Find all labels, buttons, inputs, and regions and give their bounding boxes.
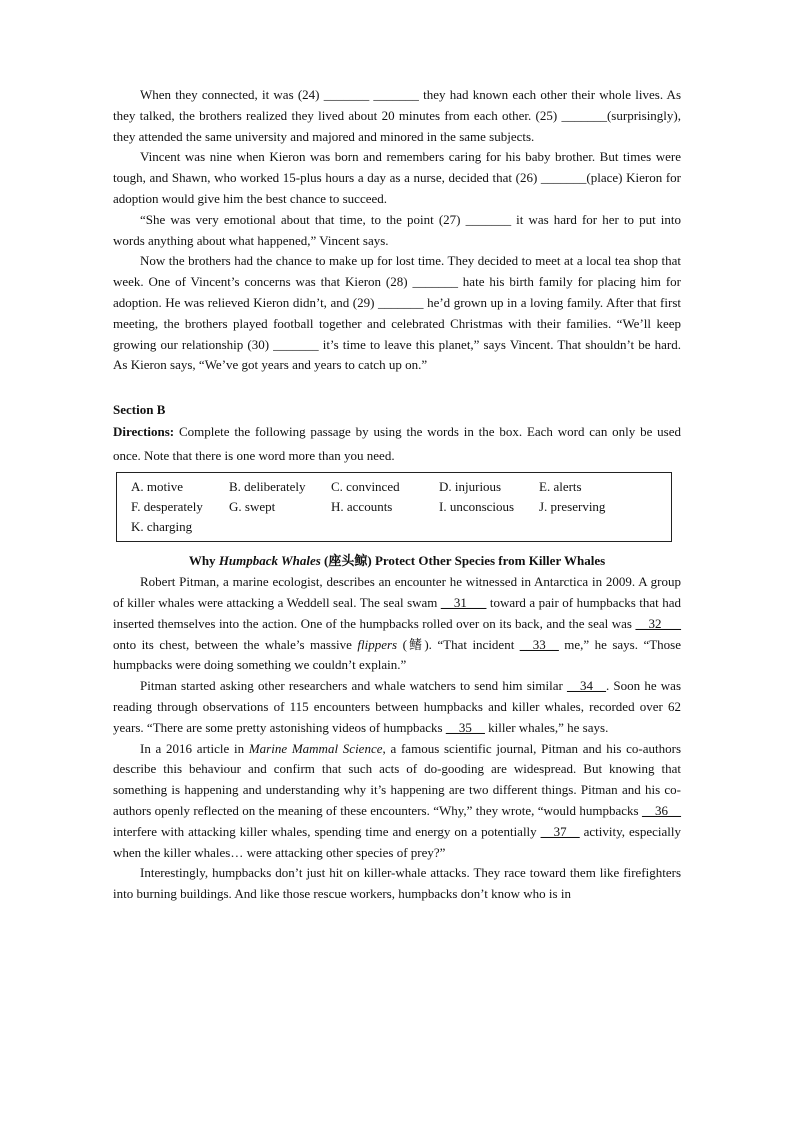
word-option: I. unconscious (439, 499, 515, 515)
word-option: K. charging (131, 519, 193, 535)
passage-paragraph-1: Robert Pitman, a marine ecologist, describes an encounter he witnessed in Antarctica in 2009. A group of killer whales were attacking a Weddell seal. The seal swam __31___ toward a pair of humpbacks that had inserted themselves into the action. One of the humpbacks rolled over on its back, and the seal was __32___ onto its chest, between the whale’s massive flippers (鳍). “That incident __33__ me,” he says. “Those humpbacks were doing something we couldn’t explain.” (113, 574, 681, 673)
word-option: H. accounts (331, 499, 393, 515)
word-box-row (131, 517, 671, 537)
blank-33: __33__ (519, 636, 559, 652)
word-option: J. preserving (539, 499, 606, 515)
paragraph-28-30: Now the brothers had the chance to make up for lost time. They decided to meet at a local tea shop that week. One of Vincent’s concerns was that Kieron (28) _______ hate his birth family for placing him for adoption. He was relieved Kieron didn’t, and (29) _______ he’d grown up in a loving family. After that first meeting, the brothers played football together and celebrated Christmas with their families. “We’ll keep growing our relationship (30) _______ it’s time to leave this planet,” says Vincent. That shouldn’t be hard. As Kieron says, “We’ve got years and years to catch up on.” (113, 253, 681, 373)
passage-paragraph-4: Interestingly, humpbacks don’t just hit on killer-whale attacks. They race toward them like firefighters into burning buildings. And like those rescue workers, humpbacks don’t know who is in (113, 865, 681, 902)
blank-31: __31___ (440, 594, 487, 610)
passage-paragraph-3: In a 2016 article in Marine Mammal Science, a famous scientific journal, Pitman and his co-authors describe this behaviour and confirm that such acts of do-gooding are widespread. But knowing that something is happening and understanding why it’s happening are two different things. Pitman and his co-authors openly reflected on the meaning of these encounters. “Why,” they wrote, “would humpbacks __36__ interfere with attacking killer whales, spending time and energy on a potentially __37__ activity, especially when the killer whales… were attacking other species of prey?” (113, 740, 682, 860)
word-box-row (131, 497, 671, 517)
paragraph-24-25: When they connected, it was (24) _______ _______ they had known each other their whole lives. As they talked, the brothers realized they lived about 20 minutes from each other. (25) _______(surprisingly), they attended the same university and majored and minored in the same subjects. (113, 87, 682, 144)
word-option: D. injurious (439, 479, 502, 495)
passage-title: Why Humpback Whales (座头鲸) Protect Other Species from Killer Whales (188, 553, 606, 569)
blank-34: __34__ (567, 678, 606, 694)
blank-35: __35__ (445, 719, 485, 735)
blank-37: __37__ (540, 823, 580, 839)
word-option: E. alerts (539, 479, 582, 495)
paragraph-27: “She was very emotional about that time, to the point (27) _______ it was hard for her to put into words anything about what happened,” Vincent says. (113, 211, 681, 248)
blank-24: _______ _______ (323, 87, 419, 102)
word-option: G. swept (229, 499, 276, 515)
section-b-heading: Section B (113, 402, 166, 418)
word-option: F. desperately (131, 499, 203, 515)
word-option: B. deliberately (229, 479, 306, 495)
word-option: A. motive (131, 479, 183, 495)
document-content (113, 85, 681, 905)
blank-32: __32___ (635, 615, 681, 631)
directions-text: Complete the following passage by using the words in the box. Each word can only be used once. Note that there is one word more than you need. (113, 424, 681, 464)
paragraph-26: Vincent was nine when Kieron was born and remembers caring for his baby brother. But times were tough, and Shawn, who worked 15-plus hours a day as a nurse, decided that (26) _______(place) Kieron for adoption would give him the best chance to succeed. (113, 149, 681, 206)
blank-36: __36__ (642, 802, 681, 818)
passage-paragraph-2: Pitman started asking other researchers and whale watchers to send him similar __34__. Soon he was reading through observations of 115 encounters between humpbacks and killer whales, recorded over 62 years. “There are some pretty astonishing videos of humpbacks __35__ killer whales,” he says. (113, 678, 681, 735)
directions (113, 420, 681, 468)
word-box-row (131, 477, 671, 497)
word-option: C. convinced (331, 479, 400, 495)
word-box (116, 472, 672, 542)
directions-label: Directions: (113, 424, 175, 440)
